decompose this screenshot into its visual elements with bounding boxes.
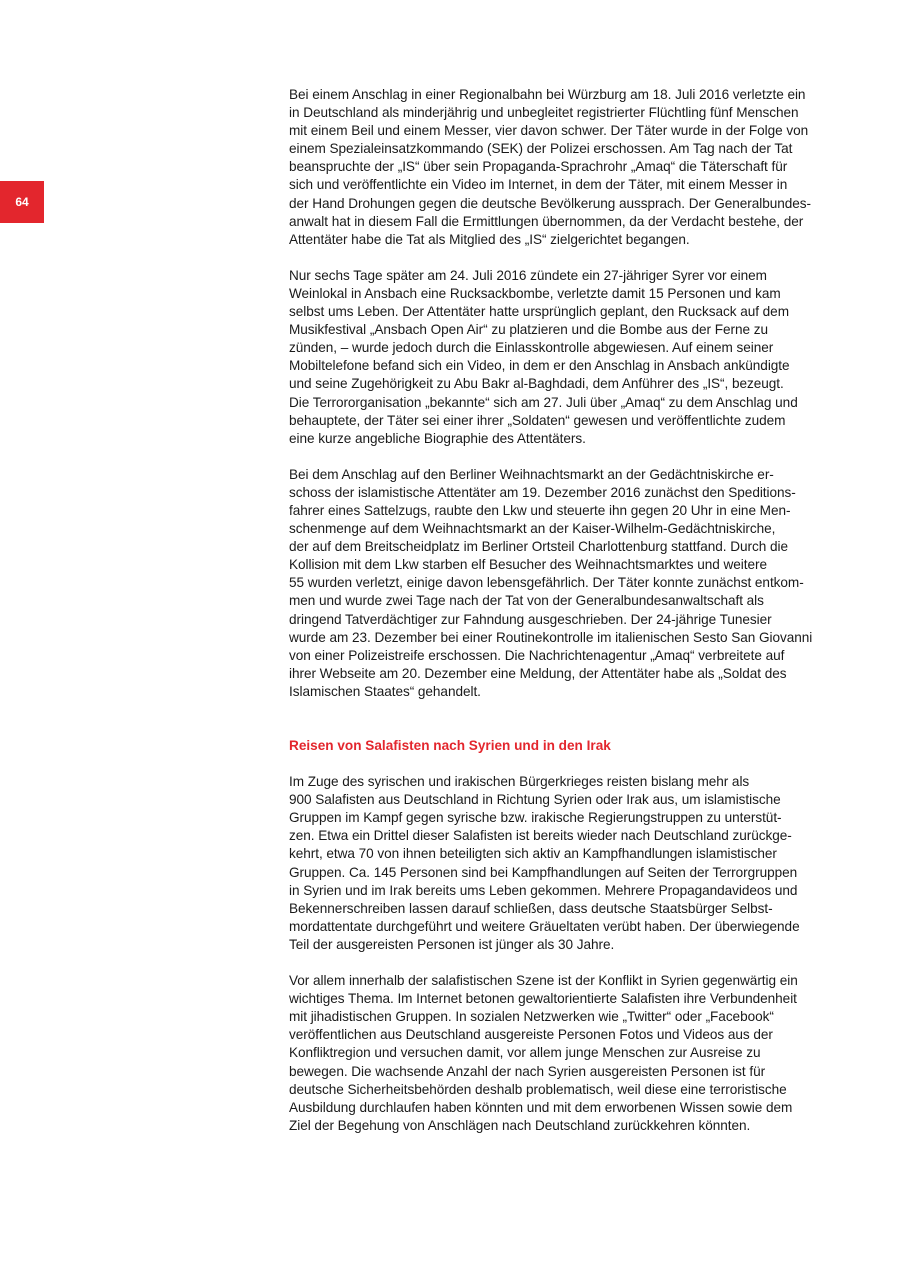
text-line: in Syrien und im Irak bereits ums Leben gekommen. Mehrere Propagandavideos und bbox=[289, 882, 798, 898]
text-line: Ausbildung durchlaufen haben könnten und mit dem erworbenen Wissen sowie dem bbox=[289, 1099, 793, 1115]
text-line: und seine Zugehörigkeit zu Abu Bakr al-Baghdadi, dem Anführer des „IS“, bezeugt. bbox=[289, 376, 784, 392]
text-line: Bei dem Anschlag auf den Berliner Weihnachtsmarkt an der Gedächtniskirche er- bbox=[289, 466, 774, 482]
paragraph-berlin bbox=[289, 466, 837, 701]
text-line: der Hand Drohungen gegen die deutsche Bevölkerung aussprach. Der Generalbundes- bbox=[289, 195, 812, 211]
text-line: Die Terrororganisation „bekannte“ sich am 27. Juli über „Amaq“ zu dem Anschlag und bbox=[289, 394, 798, 410]
text-line: deutsche Sicherheitsbehörden deshalb problematisch, weil diese eine terroristische bbox=[289, 1081, 787, 1097]
text-line: mordattentate durchgeführt und weitere Gräueltaten verübt haben. Der überwiegende bbox=[289, 918, 800, 934]
text-line: Teil der ausgereisten Personen ist jünger als 30 Jahre. bbox=[289, 936, 615, 952]
text-line: dringend Tatverdächtiger zur Fahndung ausgeschrieben. Der 24-jährige Tunesier bbox=[289, 611, 772, 627]
section-spacer bbox=[289, 701, 837, 737]
text-line: behauptete, der Täter sei einer ihrer „Soldaten“ gewesen und veröffentlichte zudem bbox=[289, 412, 786, 428]
text-line: zünden, – wurde jedoch durch die Einlasskontrolle abgewiesen. Auf einem seiner bbox=[289, 340, 774, 356]
text-line: Islamischen Staates“ gehandelt. bbox=[289, 683, 481, 699]
text-line: einem Spezialeinsatzkommando (SEK) der Polizei erschossen. Am Tag nach der Tat bbox=[289, 141, 793, 157]
text-line: beanspruchte der „IS“ über sein Propaganda-Sprachrohr „Amaq“ die Täterschaft für bbox=[289, 159, 788, 175]
text-line: eine kurze angebliche Biographie des Attentäters. bbox=[289, 430, 586, 446]
text-line: 55 wurden verletzt, einige davon lebensgefährlich. Der Täter konnte zunächst entkom- bbox=[289, 575, 804, 591]
text-line: Weinlokal in Ansbach eine Rucksackbombe, verletzte damit 15 Personen und kam bbox=[289, 285, 781, 301]
text-line: bewegen. Die wachsende Anzahl der nach Syrien ausgereisten Personen ist für bbox=[289, 1063, 766, 1079]
text-line: Gruppen im Kampf gegen syrische bzw. irakische Regierungstruppen zu unterstüt- bbox=[289, 810, 782, 826]
text-line: men und wurde zwei Tage nach der Tat von der Generalbundesanwaltschaft als bbox=[289, 593, 764, 609]
text-line: 900 Salafisten aus Deutschland in Richtung Syrien oder Irak aus, um islamistische bbox=[289, 792, 781, 808]
text-line: Kollision mit dem Lkw starben elf Besucher des Weihnachtsmarktes und weitere bbox=[289, 557, 767, 573]
paragraph-syrien-konflikt bbox=[289, 972, 837, 1135]
text-line: zen. Etwa ein Drittel dieser Salafisten ist bereits wieder nach Deutschland zurückge- bbox=[289, 828, 792, 844]
text-line: Bei einem Anschlag in einer Regionalbahn bei Würzburg am 18. Juli 2016 verletzte ein bbox=[289, 87, 806, 102]
text-line: kehrt, etwa 70 von ihnen beteiligten sich aktiv an Kampfhandlungen islamistischer bbox=[289, 846, 777, 862]
text-line: selbst ums Leben. Der Attentäter hatte ursprünglich geplant, den Rucksack auf dem bbox=[289, 304, 789, 320]
paragraph-spacer bbox=[289, 249, 837, 267]
paragraph-spacer bbox=[289, 954, 837, 972]
page-number-tab bbox=[0, 181, 44, 223]
text-line: anwalt hat in diesem Fall die Ermittlungen übernommen, da der Verdacht bestehe, der bbox=[289, 213, 804, 229]
document-body bbox=[289, 86, 837, 1135]
paragraph-wuerzburg bbox=[289, 86, 837, 249]
text-line: Mobiltelefone befand sich ein Video, in dem er den Anschlag in Ansbach ankündigte bbox=[289, 358, 790, 374]
text-line: Gruppen. Ca. 145 Personen sind bei Kampfhandlungen auf Seiten der Terrorgruppen bbox=[289, 864, 798, 880]
text-line: der auf dem Breitscheidplatz im Berliner Ortsteil Charlottenburg stattfand. Durch die bbox=[289, 539, 788, 555]
text-line: Vor allem innerhalb der salafistischen Szene ist der Konflikt in Syrien gegenwärtig ein bbox=[289, 973, 798, 989]
text-line: sich und veröffentlichte ein Video im Internet, in dem der Täter, mit einem Messer in bbox=[289, 177, 788, 193]
paragraph-spacer bbox=[289, 448, 837, 466]
text-line: fahrer eines Sattelzugs, raubte den Lkw und steuerte ihn gegen 20 Uhr in eine Men- bbox=[289, 502, 791, 518]
paragraph-ansbach bbox=[289, 267, 837, 448]
text-line: Musikfestival „Ansbach Open Air“ zu platzieren und die Bombe aus der Ferne zu bbox=[289, 322, 768, 338]
text-line: Attentäter habe die Tat als Mitglied des „IS“ zielgerichtet begangen. bbox=[289, 231, 690, 247]
text-line: in Deutschland als minderjährig und unbegleitet registrierter Flüchtling fünf Menschen bbox=[289, 105, 799, 121]
text-line: Nur sechs Tage später am 24. Juli 2016 zündete ein 27-jähriger Syrer vor einem bbox=[289, 267, 767, 283]
page-number: 64 bbox=[15, 195, 29, 209]
text-line: mit jihadistischen Gruppen. In sozialen Netzwerken wie „Twitter“ oder „Facebook“ bbox=[289, 1009, 774, 1025]
text-line: schenmenge auf dem Weihnachtsmarkt an der Kaiser-Wilhelm-Gedächtniskirche, bbox=[289, 521, 776, 537]
text-line: Bekennerschreiben lassen darauf schließen, dass deutsche Staatsbürger Selbst- bbox=[289, 900, 773, 916]
text-line: veröffentlichen aus Deutschland ausgereiste Personen Fotos und Videos aus der bbox=[289, 1027, 773, 1043]
text-line: Ziel der Begehung von Anschlägen nach Deutschland zurückkehren könnten. bbox=[289, 1117, 751, 1133]
paragraph-spacer bbox=[289, 755, 837, 773]
text-line: schoss der islamistische Attentäter am 19. Dezember 2016 zunächst den Speditions- bbox=[289, 484, 796, 500]
paragraph-salafisten-ausreise bbox=[289, 773, 837, 954]
text-line: von einer Polizeistreife erschossen. Die Nachrichtenagentur „Amaq“ verbreitete auf bbox=[289, 647, 785, 663]
section-heading: Reisen von Salafisten nach Syrien und in den Irak bbox=[289, 738, 611, 753]
text-line: ihrer Webseite am 20. Dezember eine Meldung, der Attentäter habe als „Soldat des bbox=[289, 665, 787, 681]
text-line: mit einem Beil und einem Messer, vier davon schwer. Der Täter wurde in der Folge von bbox=[289, 123, 809, 139]
text-line: Im Zuge des syrischen und irakischen Bürgerkrieges reisten bislang mehr als bbox=[289, 774, 750, 790]
text-line: wurde am 23. Dezember bei einer Routinekontrolle im italienischen Sesto San Giovanni bbox=[289, 629, 813, 645]
text-line: Konfliktregion und versuchen damit, vor allem junge Menschen zur Ausreise zu bbox=[289, 1045, 761, 1061]
text-line: wichtiges Thema. Im Internet betonen gewaltorientierte Salafisten ihre Verbundenheit bbox=[289, 991, 797, 1007]
